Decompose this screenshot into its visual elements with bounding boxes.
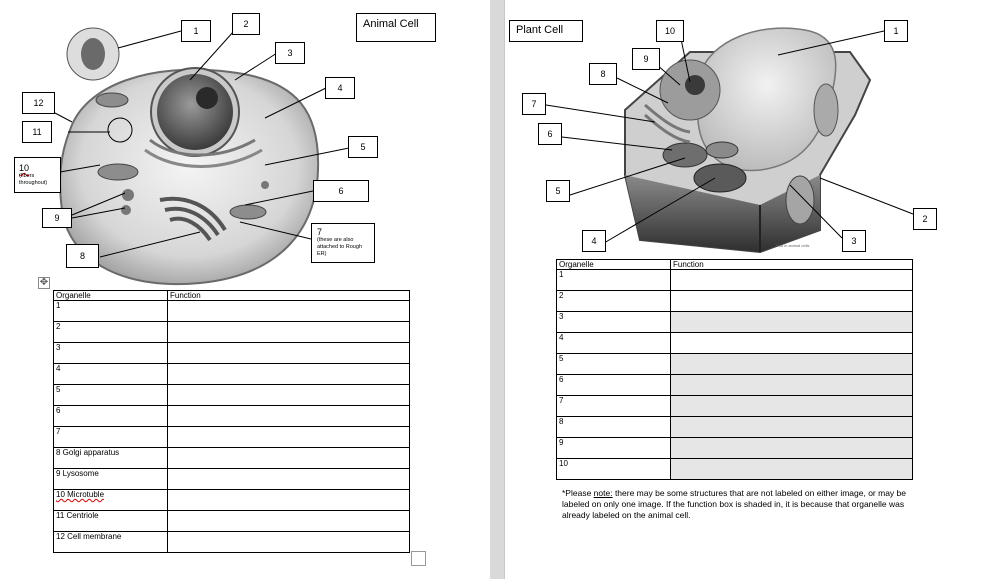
organelle-name: 2 bbox=[559, 291, 564, 300]
table-row bbox=[557, 270, 913, 291]
organelle-cell[interactable] bbox=[54, 385, 168, 406]
table-row bbox=[54, 343, 410, 364]
organelle-name: 2 bbox=[56, 322, 61, 331]
footnote-prefix: *Please bbox=[562, 488, 594, 498]
function-cell[interactable] bbox=[671, 438, 913, 459]
animal-label-10 bbox=[14, 157, 61, 193]
organelle-name: 6 bbox=[56, 406, 61, 415]
plant-label-2: 2 bbox=[913, 208, 937, 230]
organelle-name: 11 Centriole bbox=[56, 511, 99, 520]
organelle-name: 8 Golgi apparatus bbox=[56, 448, 120, 457]
table-row bbox=[54, 469, 410, 490]
organelle-cell[interactable] bbox=[54, 322, 168, 343]
organelle-cell[interactable] bbox=[557, 375, 671, 396]
organelle-name: 12 Cell membrane bbox=[56, 532, 122, 541]
plant-label-10: 10 bbox=[656, 20, 684, 42]
table-row bbox=[54, 427, 410, 448]
table-row bbox=[54, 511, 410, 532]
table-row bbox=[54, 448, 410, 469]
organelle-name: 5 bbox=[56, 385, 61, 394]
organelle-cell[interactable] bbox=[557, 312, 671, 333]
organelle-cell[interactable] bbox=[557, 438, 671, 459]
plant-table-header-function: Function bbox=[671, 260, 913, 270]
table-row bbox=[54, 406, 410, 427]
table-row bbox=[557, 417, 913, 438]
organelle-cell[interactable] bbox=[54, 364, 168, 385]
organelle-cell[interactable] bbox=[557, 396, 671, 417]
footnote-body: there may be some structures that are not labeled on either image, or may be labeled on only one image. If the function box is shaded in, it is because that organelle was already labeled on the animal cell. bbox=[562, 488, 906, 520]
organelle-name: 7 bbox=[559, 396, 564, 405]
table-row bbox=[54, 490, 410, 511]
animal-table-header-organelle: Organelle bbox=[54, 291, 168, 301]
table-row bbox=[54, 301, 410, 322]
animal-label-1: 1 bbox=[181, 20, 211, 42]
plant-label-1: 1 bbox=[884, 20, 908, 42]
organelle-cell[interactable] bbox=[557, 270, 671, 291]
function-cell[interactable] bbox=[168, 385, 410, 406]
organelle-cell[interactable] bbox=[557, 354, 671, 375]
animal-label-11: 11 bbox=[22, 121, 52, 143]
organelle-name: 7 bbox=[56, 427, 61, 436]
plant-label-3: 3 bbox=[842, 230, 866, 252]
function-cell[interactable] bbox=[671, 291, 913, 312]
function-cell[interactable] bbox=[168, 343, 410, 364]
organelle-name: 1 bbox=[559, 270, 564, 279]
table-row bbox=[557, 396, 913, 417]
organelle-cell[interactable] bbox=[54, 448, 168, 469]
animal-label-4: 4 bbox=[325, 77, 355, 99]
organelle-cell[interactable] bbox=[557, 333, 671, 354]
organelle-cell[interactable] bbox=[557, 417, 671, 438]
organelle-name: 5 bbox=[559, 354, 564, 363]
function-cell[interactable] bbox=[168, 448, 410, 469]
organelle-cell[interactable] bbox=[54, 511, 168, 532]
plant-footnote bbox=[562, 488, 934, 521]
animal-label-12: 12 bbox=[22, 92, 55, 114]
table-row bbox=[557, 354, 913, 375]
function-cell[interactable] bbox=[168, 469, 410, 490]
function-cell[interactable] bbox=[671, 354, 913, 375]
animal-label-6: 6 bbox=[313, 180, 369, 202]
animal-label-10-number: 10 bbox=[19, 163, 30, 173]
table-row bbox=[54, 532, 410, 553]
table-move-handle[interactable]: ✥ bbox=[39, 277, 49, 288]
plant-label-5: 5 bbox=[546, 180, 570, 202]
animal-label-7-note: (these are also attached to Rough ER) bbox=[317, 237, 362, 257]
function-cell[interactable] bbox=[168, 427, 410, 448]
function-cell[interactable] bbox=[168, 532, 410, 553]
organelle-name: 3 bbox=[56, 343, 61, 352]
footnote-note-word: note: bbox=[593, 488, 613, 498]
function-cell[interactable] bbox=[168, 364, 410, 385]
function-cell[interactable] bbox=[671, 396, 913, 417]
table-row bbox=[54, 322, 410, 343]
function-cell[interactable] bbox=[671, 270, 913, 291]
plant-table-header-organelle: Organelle bbox=[557, 260, 671, 270]
animal-label-10-note: (fibers throughout) bbox=[19, 173, 48, 186]
function-cell[interactable] bbox=[168, 490, 410, 511]
animal-label-8: 8 bbox=[66, 244, 99, 268]
organelle-cell[interactable] bbox=[54, 469, 168, 490]
animal-label-7-number: 7 bbox=[317, 227, 323, 237]
animal-table-header-function: Function bbox=[168, 291, 410, 301]
organelle-name: 10 bbox=[559, 459, 568, 468]
animal-label-2: 2 bbox=[232, 13, 260, 35]
organelle-cell[interactable] bbox=[54, 532, 168, 553]
organelle-name: 1 bbox=[56, 301, 61, 310]
organelle-cell[interactable] bbox=[557, 459, 671, 480]
animal-label-5: 5 bbox=[348, 136, 378, 158]
plant-label-9: 9 bbox=[632, 48, 660, 70]
organelle-cell[interactable] bbox=[54, 490, 168, 511]
organelle-name: 9 bbox=[559, 438, 564, 447]
table-row bbox=[557, 375, 913, 396]
table-row bbox=[557, 312, 913, 333]
table-row bbox=[557, 438, 913, 459]
plant-label-8: 8 bbox=[589, 63, 617, 85]
function-cell[interactable] bbox=[671, 333, 913, 354]
table-row bbox=[54, 385, 410, 406]
organelle-name: 4 bbox=[559, 333, 564, 342]
organelle-cell[interactable] bbox=[54, 427, 168, 448]
table-row bbox=[557, 459, 913, 480]
table-row bbox=[557, 333, 913, 354]
organelle-cell[interactable] bbox=[54, 301, 168, 322]
table-row bbox=[54, 364, 410, 385]
function-cell[interactable] bbox=[671, 417, 913, 438]
organelle-name: 10 Microtuble bbox=[56, 490, 105, 499]
organelle-name: 8 bbox=[559, 417, 564, 426]
plant-label-6: 6 bbox=[538, 123, 562, 145]
animal-label-9: 9 bbox=[42, 208, 72, 228]
function-cell[interactable] bbox=[168, 301, 410, 322]
animal-label-3: 3 bbox=[275, 42, 305, 64]
plant-cell-drawing bbox=[625, 28, 870, 252]
animal-cell-title: Animal Cell bbox=[356, 13, 436, 42]
function-cell[interactable] bbox=[168, 406, 410, 427]
organelle-cell[interactable] bbox=[54, 343, 168, 364]
organelle-cell[interactable] bbox=[557, 291, 671, 312]
animal-label-7 bbox=[311, 223, 375, 263]
table-resize-handle[interactable] bbox=[411, 551, 426, 566]
organelle-name: 4 bbox=[56, 364, 61, 373]
function-cell[interactable] bbox=[671, 375, 913, 396]
plant-label-4: 4 bbox=[582, 230, 606, 252]
function-cell[interactable] bbox=[671, 459, 913, 480]
function-cell[interactable] bbox=[168, 511, 410, 532]
organelle-name: 9 Lysosome bbox=[56, 469, 99, 478]
table-row bbox=[557, 291, 913, 312]
function-cell[interactable] bbox=[168, 322, 410, 343]
animal-organelle-table bbox=[53, 290, 410, 553]
organelle-name: 3 bbox=[559, 312, 564, 321]
plant-caption: *not in animal cells bbox=[776, 243, 810, 248]
plant-label-7: 7 bbox=[522, 93, 546, 115]
organelle-cell[interactable] bbox=[54, 406, 168, 427]
function-cell[interactable] bbox=[671, 312, 913, 333]
plant-cell-title: Plant Cell bbox=[509, 20, 583, 42]
plant-organelle-table bbox=[556, 259, 913, 480]
organelle-name: 6 bbox=[559, 375, 564, 384]
